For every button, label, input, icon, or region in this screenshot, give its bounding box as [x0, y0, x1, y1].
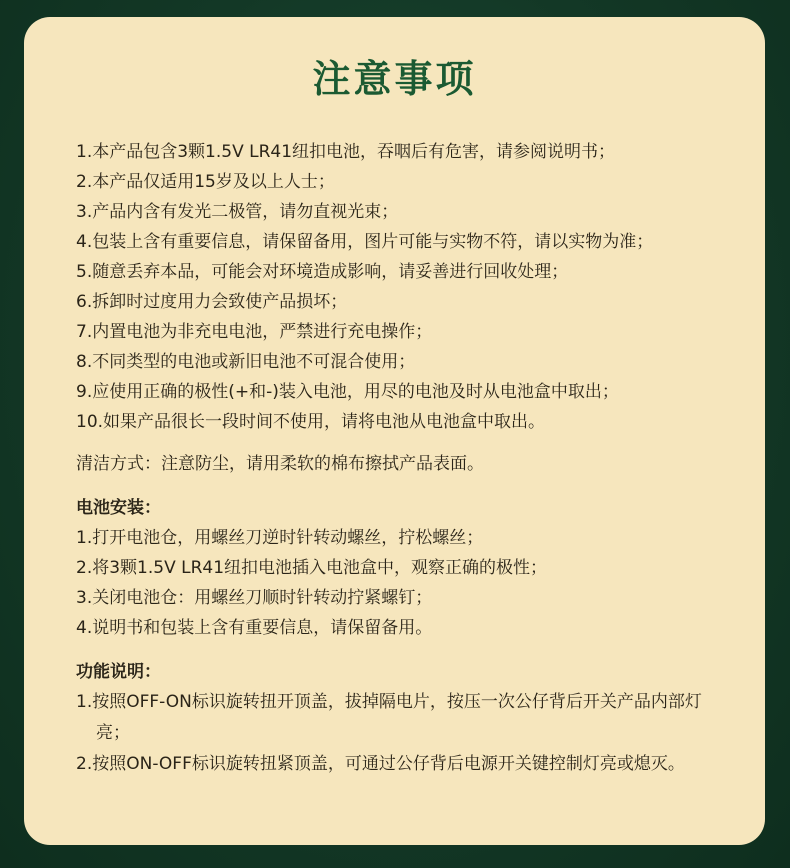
cleaning-instructions: 清洁方式：注意防尘，请用柔软的棉布擦拭产品表面。: [76, 454, 484, 474]
function-description-section: [76, 657, 735, 780]
notice-item-8: 8.不同类型的电池或新旧电池不可混合使用；: [76, 352, 416, 372]
battery-step-3: 3.关闭电池仓：用螺丝刀顺时针转动拧紧螺钉；: [76, 588, 433, 608]
function-description-heading: 功能说明：: [76, 662, 161, 682]
notice-item-1: 1.本产品包含3颗1.5V LR41纽扣电池，吞咽后有危害，请参阅说明书；: [76, 142, 616, 162]
notice-list: [76, 137, 735, 437]
function-item-2: 2.按照ON-OFF标识旋转扭紧顶盖，可通过公仔背后电源开关键控制灯亮或熄灭。: [76, 754, 685, 774]
notice-item-2: 2.本产品仅适用15岁及以上人士；: [76, 172, 335, 192]
function-item-1: 1.按照OFF-ON标识旋转扭开顶盖，拔掉隔电片，按压一次公仔背后开关产品内部灯亮；: [76, 692, 702, 743]
notice-card: [24, 17, 765, 845]
notice-item-7: 7.内置电池为非充电电池，严禁进行充电操作；: [76, 322, 433, 342]
battery-step-2: 2.将3颗1.5V LR41纽扣电池插入电池盒中，观察正确的极性；: [76, 558, 548, 578]
notice-item-6: 6.拆卸时过度用力会致使产品损坏；: [76, 292, 348, 312]
battery-installation-heading: 电池安装：: [76, 498, 161, 518]
notice-item-3: 3.产品内含有发光二极管，请勿直视光束；: [76, 202, 399, 222]
notice-item-5: 5.随意丢弃本品，可能会对环境造成影响，请妥善进行回收处理；: [76, 262, 569, 282]
page-title: 注意事项: [312, 57, 477, 101]
notice-item-10: 10.如果产品很长一段时间不使用，请将电池从电池盒中取出。: [76, 412, 546, 432]
battery-step-1: 1.打开电池仓，用螺丝刀逆时针转动螺丝，拧松螺丝；: [76, 528, 484, 548]
battery-installation-section: [76, 493, 735, 643]
notice-item-9: 9.应使用正确的极性(+和-)装入电池，用尽的电池及时从电池盒中取出；: [76, 382, 619, 402]
notice-item-4: 4.包装上含有重要信息，请保留备用，图片可能与实物不符，请以实物为准；: [76, 232, 654, 252]
battery-step-4: 4.说明书和包装上含有重要信息，请保留备用。: [76, 618, 433, 638]
